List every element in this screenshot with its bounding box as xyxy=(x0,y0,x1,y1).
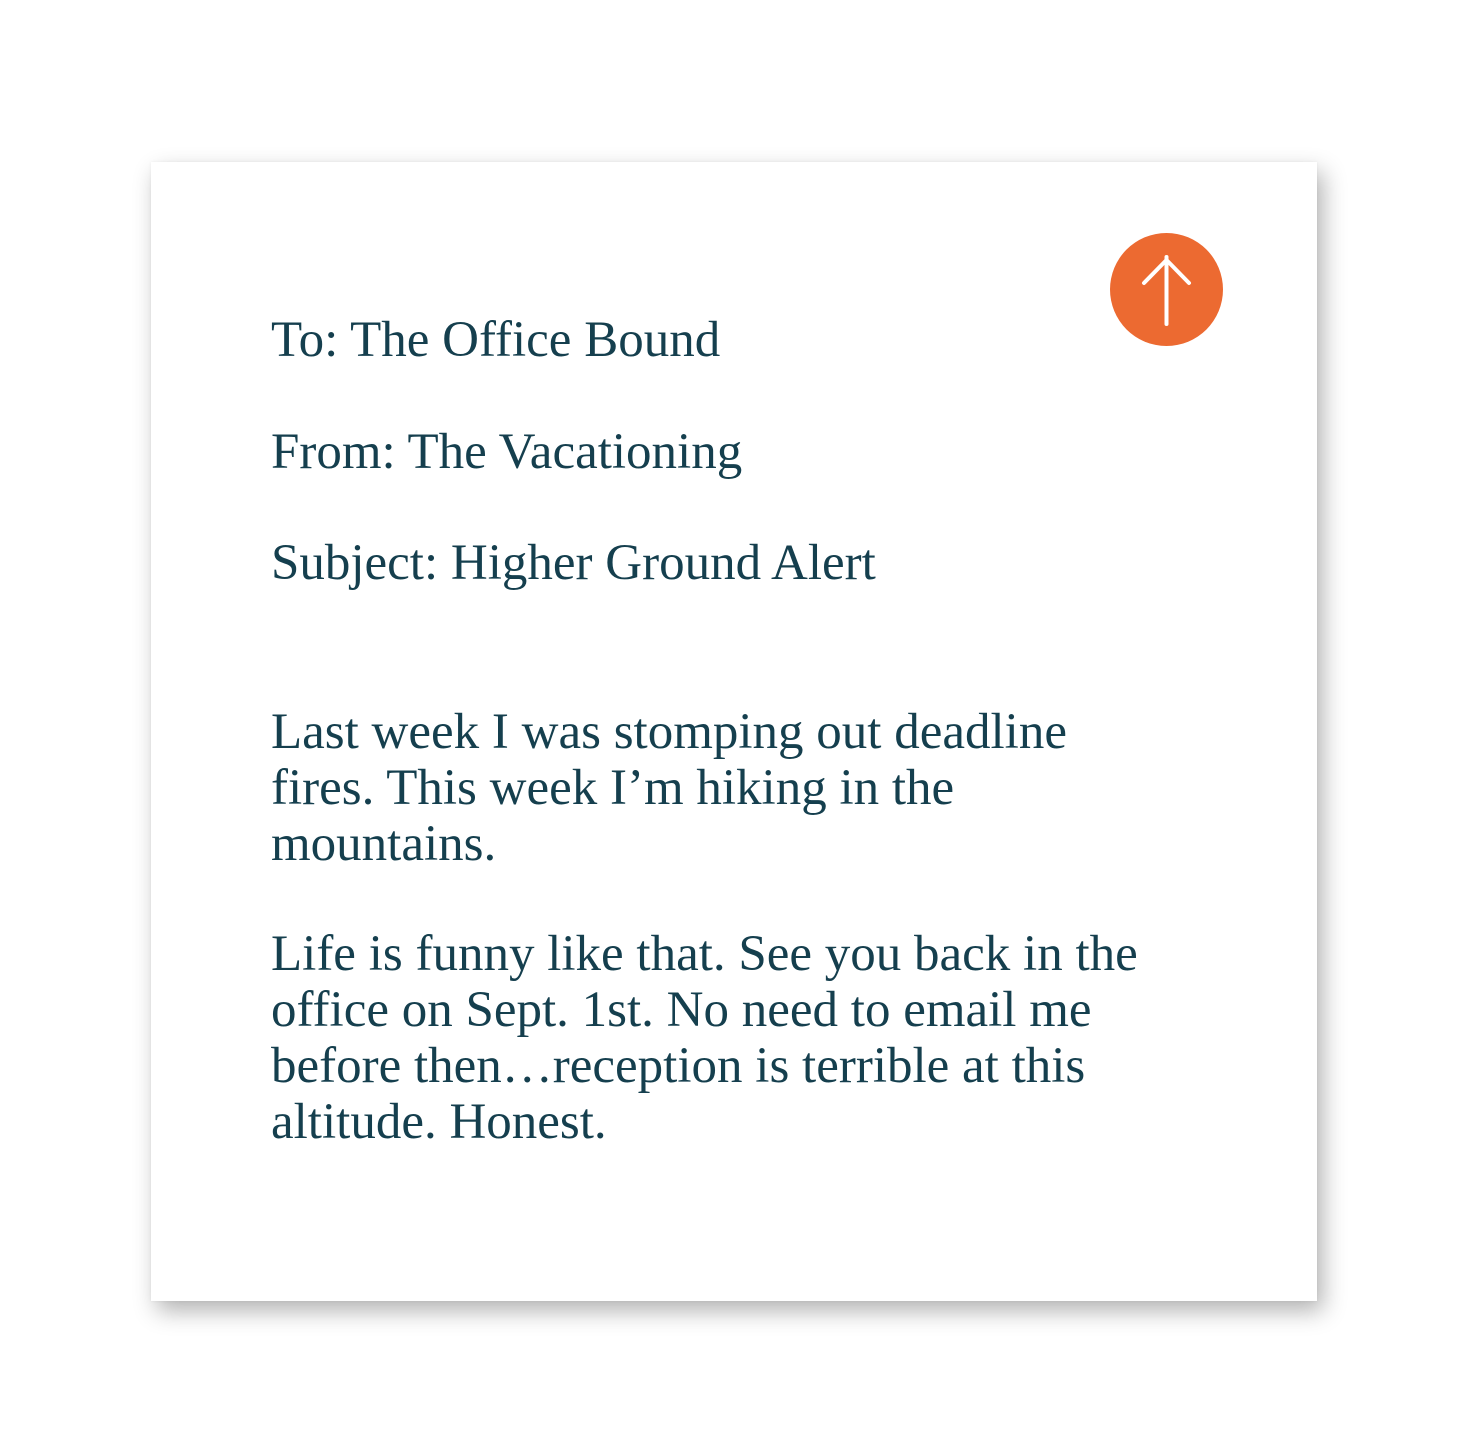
subject-line: Subject: Higher Ground Alert xyxy=(271,535,876,591)
arrow-up-icon xyxy=(1110,233,1223,346)
body-paragraph: Life is funny like that. See you back in the office on Sept. 1st. No need to email me before then…reception is terrible at this altitude. Honest. xyxy=(271,926,1138,1150)
message-card xyxy=(151,162,1317,1301)
from-line: From: The Vacationing xyxy=(271,424,743,480)
body-paragraph: Last week I was stomping out deadline fires. This week I’m hiking in the mountains. xyxy=(271,704,1067,872)
to-line: To: The Office Bound xyxy=(271,312,721,368)
scroll-up-button[interactable] xyxy=(1110,233,1223,346)
